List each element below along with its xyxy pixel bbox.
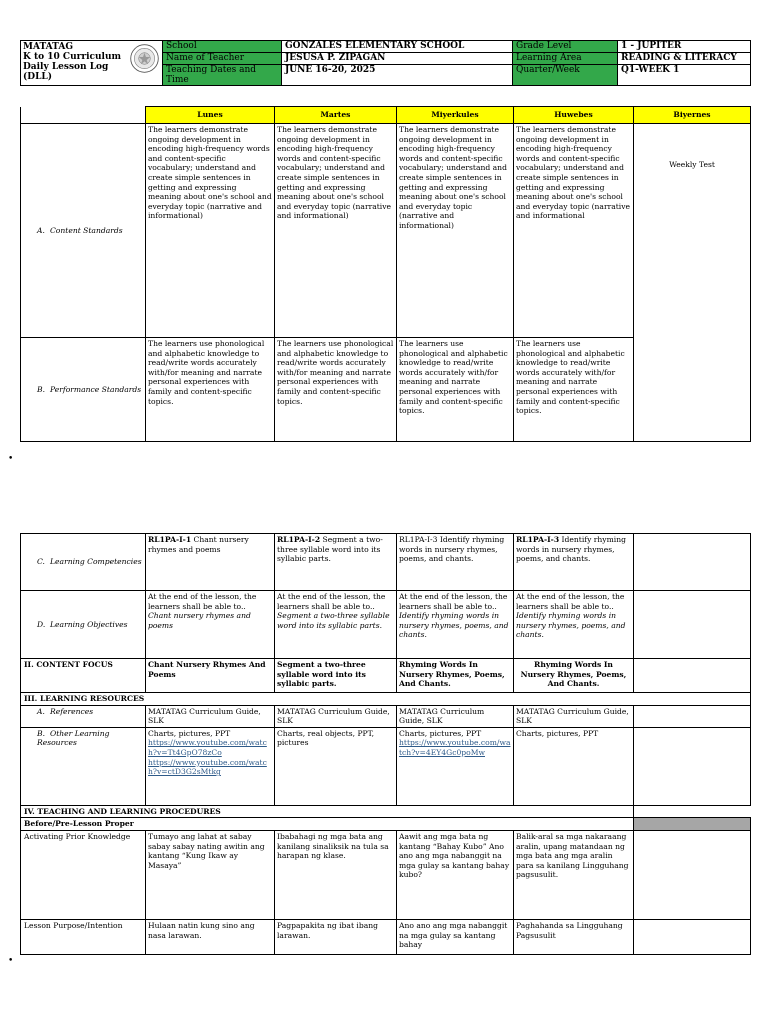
empty-cell: [634, 830, 751, 919]
competencies-title: Learning Competencies: [50, 557, 142, 567]
school-label: School: [163, 41, 282, 53]
procedures-table: [20, 533, 751, 955]
deped-seal-icon: [130, 44, 159, 73]
references-letter: A.: [37, 706, 45, 716]
empty-cell: [634, 534, 751, 591]
day-header-thursday: Huwebes: [514, 107, 634, 124]
resource-text: Charts, pictures, PPT: [148, 728, 231, 738]
learning-resources-heading: III. LEARNING RESOURCES: [21, 693, 751, 706]
quarter-label: Quarter/Week: [513, 65, 618, 86]
objectives-title: Learning Objectives: [50, 619, 128, 629]
competency-code: RL1PA-I-2: [277, 535, 321, 544]
content-standards-letter: A.: [37, 225, 45, 235]
references-label: [21, 705, 146, 727]
objectives-intro: At the end of the lesson, the learners shall be able to..: [148, 592, 257, 611]
competency-code: RL1PA-I-3: [516, 535, 560, 544]
empty-cell: [634, 659, 751, 693]
objectives-intro: At the end of the lesson, the learners shall be able to..: [277, 592, 386, 611]
other-resources-thursday: Charts, pictures, PPT: [514, 727, 634, 805]
references-title: References: [50, 706, 94, 716]
objectives-thursday: [514, 591, 634, 659]
competencies-monday: [146, 534, 275, 591]
day-header-monday: Lunes: [146, 107, 275, 124]
competency-text: Identify rhyming words in nursery rhymes, poems, and chants.: [516, 535, 626, 564]
header-table: [20, 40, 751, 86]
day-header-tuesday: Martes: [275, 107, 397, 124]
objectives-tuesday: [275, 591, 397, 659]
empty-cell: [634, 727, 751, 805]
performance-standards-wednesday: The learners use phonological and alphabetic knowledge to read/write words accurately with/for meaning and narrate personal experiences with family and content-specific topics.: [397, 338, 514, 442]
objectives-label: [21, 591, 146, 659]
competencies-tuesday: [275, 534, 397, 591]
content-standards-thursday: The learners demonstrate ongoing development in encoding high-frequency words and content-specific vocabulary; understand and create simple sentences in getting and expressing meaning about one's school and everyday topic (narrative and informational: [514, 124, 634, 338]
weekly-test-cell: Weekly Test: [634, 124, 751, 442]
corner-cell: [21, 107, 146, 124]
brand-line: (DLL): [23, 72, 52, 82]
empty-cell: [634, 705, 751, 727]
empty-cell: [634, 919, 751, 954]
objectives-intro: At the end of the lesson, the learners shall be able to..: [516, 592, 625, 611]
day-header-friday: Biyernes: [634, 107, 751, 124]
objective-text: Chant nursery rhymes and poems: [148, 611, 251, 630]
content-standards-tuesday: The learners demonstrate ongoing development in encoding high-frequency words and content-specific vocabulary; understand and create simple sentences in getting and expressing meaning about one's school and everyday topic (narrative and informational): [275, 124, 397, 338]
references-wednesday: MATATAG Curriculum Guide, SLK: [397, 705, 514, 727]
other-resources-monday: [146, 727, 275, 805]
dates-label: Teaching Dates and Time: [163, 65, 282, 86]
content-standards-wednesday: The learners demonstrate ongoing development in encoding high-frequency words and content-specific vocabulary; understand and create simple sentences in getting and expressing meaning about one's school and everyday topic (narrative and informational): [397, 124, 514, 338]
performance-standards-tuesday: The learners use phonological and alphabetic knowledge to read/write words accurately with/for meaning and narrate personal experiences with family and content-specific topics.: [275, 338, 397, 442]
references-thursday: MATATAG Curriculum Guide, SLK: [514, 705, 634, 727]
teacher-label: Name of Teacher: [163, 53, 282, 65]
objectives-wednesday: [397, 591, 514, 659]
competencies-thursday: [514, 534, 634, 591]
performance-standards-title: Performance Standards: [50, 384, 142, 394]
grade-value: 1 - JUPITER: [618, 41, 751, 53]
shaded-cell: [634, 818, 751, 831]
brand-line: K to 10 Curriculum: [23, 52, 122, 62]
empty-cell: [634, 805, 751, 818]
content-focus-tuesday: Segment a two-three syllable word into its syllabic parts.: [275, 659, 397, 693]
references-tuesday: MATATAG Curriculum Guide, SLK: [275, 705, 397, 727]
other-resources-tuesday: Charts, real objects, PPT, pictures: [275, 727, 397, 805]
content-standards-label: [21, 124, 146, 338]
area-value: READING & LITERACY: [618, 53, 751, 65]
objectives-intro: At the end of the lesson, the learners shall be able to..: [399, 592, 508, 611]
standards-table: [20, 106, 751, 442]
purpose-tuesday: Pagpapakita ng ibat ibang larawan.: [275, 919, 397, 954]
activating-prior-knowledge-label: Activating Prior Knowledge: [21, 830, 146, 919]
performance-standards-label: [21, 338, 146, 442]
brand-line: MATATAG: [23, 42, 74, 52]
other-resources-title: Other Learning Resources: [37, 728, 110, 748]
bullet-mark: •: [8, 454, 14, 464]
dates-value: JUNE 16-20, 2025: [282, 65, 513, 86]
quarter-value: Q1-WEEK 1: [618, 65, 751, 86]
objective-text: Identify rhyming words in nursery rhymes, poems, and chants.: [399, 611, 509, 640]
procedures-heading: IV. TEACHING AND LEARNING PROCEDURES: [21, 805, 634, 818]
objectives-monday: [146, 591, 275, 659]
content-focus-thursday: Rhyming Words In Nursery Rhymes, Poems, And Chants.: [514, 659, 634, 693]
purpose-wednesday: Ano ano ang mga nabanggit na mga gulay sa kantang bahay: [397, 919, 514, 954]
before-lesson-heading: Before/Pre-Lesson Proper: [21, 818, 634, 831]
youtube-link[interactable]: https://www.youtube.com/watch?v=Tt4GpO78zCo: [148, 738, 267, 757]
content-focus-label: II. CONTENT FOCUS: [21, 659, 146, 693]
lesson-purpose-label: Lesson Purpose/Intention: [21, 919, 146, 954]
purpose-thursday: Paghahanda sa Lingguhang Pagsusulit: [514, 919, 634, 954]
grade-label: Grade Level: [513, 41, 618, 53]
content-standards-monday: The learners demonstrate ongoing development in encoding high-frequency words and content-specific vocabulary; understand and create simple sentences in getting and expressing meaning about one's school and everyday topic (narrative and informational): [146, 124, 275, 338]
content-focus-monday: Chant Nursery Rhymes And Poems: [146, 659, 275, 693]
youtube-link[interactable]: https://www.youtube.com/watch?v=4EY4Gc0poMw: [399, 738, 511, 757]
youtube-link[interactable]: https://www.youtube.com/watch?v=ctD3G2sMtkg: [148, 757, 267, 777]
competencies-wednesday: RL1PA-I-3 Identify rhyming words in nursery rhymes, poems, and chants.: [397, 534, 514, 591]
area-label: Learning Area: [513, 53, 618, 65]
competency-code: RL1PA-I-1: [148, 535, 192, 544]
performance-standards-monday: The learners use phonological and alphabetic knowledge to read/write words accurately with/for meaning and narrate personal experiences with family and content-specific topics.: [146, 338, 275, 442]
apk-wednesday: Aawit ang mga bata ng kantang “Bahay Kubo” Ano ano ang mga nabanggit na mga gulay sa kantang bahay kubo?: [397, 830, 514, 919]
references-monday: MATATAG Curriculum Guide, SLK: [146, 705, 275, 727]
performance-standards-letter: B.: [37, 384, 45, 394]
school-value: GONZALES ELEMENTARY SCHOOL: [282, 41, 513, 53]
resource-text: Charts, pictures, PPT: [399, 728, 482, 738]
bullet-mark: •: [8, 956, 14, 966]
competencies-letter: C.: [37, 557, 45, 567]
apk-tuesday: Ibabahagi ng mga bata ang kanilang sinaliksik na tula sa harapan ng klase.: [275, 830, 397, 919]
teacher-value: JESUSA P. ZIPAGAN: [282, 53, 513, 65]
day-header-wednesday: Miyerkules: [397, 107, 514, 124]
empty-cell: [634, 591, 751, 659]
performance-standards-thursday: The learners use phonological and alphabetic knowledge to read/write words accurately with/for meaning and narrate personal experiences with family and content-specific topics.: [514, 338, 634, 442]
purpose-monday: Hulaan natin kung sino ang nasa larawan.: [146, 919, 275, 954]
objectives-letter: D.: [37, 619, 46, 629]
brand-line: Daily Lesson Log: [23, 62, 109, 72]
brand-block: [21, 41, 163, 86]
competency-text: Chant nursery rhymes and poems: [148, 535, 249, 554]
apk-thursday: Balik-aral sa mga nakaraang aralin, upang matandaan ng mga bata ang mga aralin para sa kanilang Lingguhang pagsusulit.: [514, 830, 634, 919]
objective-text: Segment a two-three syllable word into its syllabic parts.: [277, 611, 390, 630]
other-resources-label: [21, 727, 146, 805]
competency-text: Segment a two-three syllable word into its syllabic parts.: [277, 535, 383, 564]
other-resources-wednesday: [397, 727, 514, 805]
content-standards-title: Content Standards: [50, 225, 123, 235]
objective-text: Identify rhyming words in nursery rhymes, poems, and chants.: [516, 611, 626, 640]
content-focus-wednesday: Rhyming Words In Nursery Rhymes, Poems, And Chants.: [397, 659, 514, 693]
other-resources-letter: B.: [37, 728, 45, 738]
competencies-label: [21, 534, 146, 591]
apk-monday: Tumayo ang lahat at sabay sabay sabay nating awitin ang kantang “Kung Ikaw ay Masaya”: [146, 830, 275, 919]
